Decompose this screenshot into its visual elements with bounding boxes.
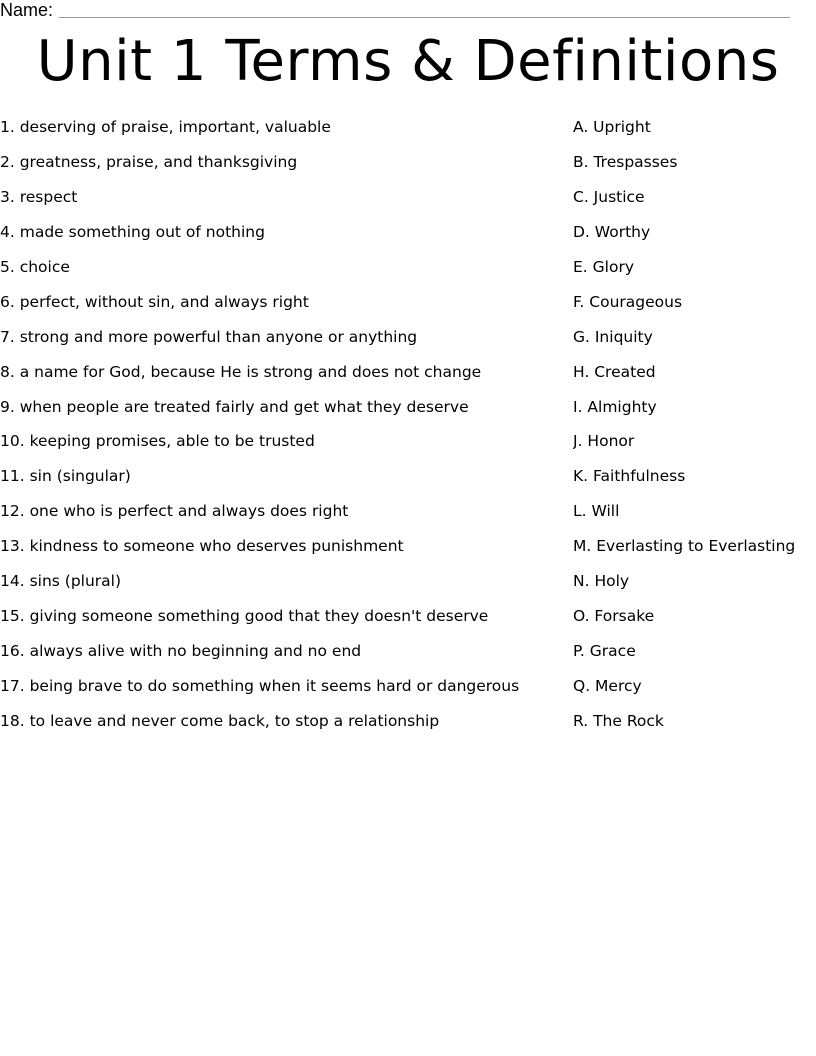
matching-row bbox=[0, 598, 816, 633]
term-text: G. Iniquity bbox=[573, 327, 653, 346]
term-text: J. Honor bbox=[573, 432, 635, 451]
matching-row bbox=[0, 424, 816, 459]
matching-row bbox=[0, 389, 816, 424]
matching-list bbox=[0, 110, 816, 738]
matching-row bbox=[0, 354, 816, 389]
matching-row bbox=[0, 215, 816, 250]
term-text: B. Trespasses bbox=[573, 153, 678, 172]
term-text: Q. Mercy bbox=[573, 676, 642, 695]
definition-text: 7. strong and more powerful than anyone or anything bbox=[0, 327, 418, 346]
term-text: K. Faithfulness bbox=[573, 467, 686, 486]
matching-row bbox=[0, 564, 816, 599]
term-text: P. Grace bbox=[573, 641, 636, 660]
definition-text: 16. always alive with no beginning and no end bbox=[0, 641, 362, 660]
term-text: O. Forsake bbox=[573, 606, 655, 625]
term-text: A. Upright bbox=[573, 118, 651, 137]
matching-row bbox=[0, 459, 816, 494]
definition-text: 6. perfect, without sin, and always right bbox=[0, 292, 309, 311]
definition-text: 10. keeping promises, able to be trusted bbox=[0, 432, 315, 451]
definition-text: 4. made something out of nothing bbox=[0, 223, 265, 242]
definition-text: 3. respect bbox=[0, 188, 78, 207]
term-text: I. Almighty bbox=[573, 397, 657, 416]
name-label: Name: bbox=[0, 0, 54, 20]
term-text: M. Everlasting to Everlasting bbox=[573, 537, 796, 556]
term-text: H. Created bbox=[573, 362, 656, 381]
matching-row bbox=[0, 284, 816, 319]
term-text: E. Glory bbox=[573, 258, 634, 276]
definition-text: 15. giving someone something good that they doesn't deserve bbox=[0, 606, 489, 625]
definition-text: 8. a name for God, because He is strong and does not change bbox=[0, 362, 482, 381]
definition-text: 2. greatness, praise, and thanksgiving bbox=[0, 153, 298, 172]
term-text: R. The Rock bbox=[573, 711, 664, 730]
definition-text: 5. choice bbox=[0, 258, 70, 276]
definition-text: 13. kindness to someone who deserves punishment bbox=[0, 537, 404, 556]
definition-text: 12. one who is perfect and always does right bbox=[0, 502, 349, 521]
matching-row bbox=[0, 180, 816, 215]
definition-text: 18. to leave and never come back, to stop a relationship bbox=[0, 711, 440, 730]
term-text: D. Worthy bbox=[573, 223, 651, 242]
matching-row bbox=[0, 110, 816, 145]
term-text: L. Will bbox=[573, 502, 620, 521]
definition-text: 1. deserving of praise, important, valuable bbox=[0, 118, 331, 137]
matching-row bbox=[0, 529, 816, 564]
page-title: Unit 1 Terms & Definitions bbox=[36, 29, 780, 94]
definition-text: 17. being brave to do something when it seems hard or dangerous bbox=[0, 676, 520, 695]
matching-row bbox=[0, 703, 816, 738]
name-blank-field[interactable] bbox=[59, 17, 790, 18]
matching-row bbox=[0, 668, 816, 703]
definition-text: 14. sins (plural) bbox=[0, 572, 122, 591]
name-line bbox=[0, 0, 790, 22]
matching-row bbox=[0, 633, 816, 668]
definition-text: 11. sin (singular) bbox=[0, 467, 131, 486]
matching-row bbox=[0, 250, 816, 285]
matching-row bbox=[0, 319, 816, 354]
term-text: N. Holy bbox=[573, 572, 630, 591]
definition-text: 9. when people are treated fairly and get what they deserve bbox=[0, 397, 469, 416]
matching-row bbox=[0, 494, 816, 529]
term-text: F. Courageous bbox=[573, 292, 683, 311]
term-text: C. Justice bbox=[573, 188, 645, 207]
matching-row bbox=[0, 145, 816, 180]
